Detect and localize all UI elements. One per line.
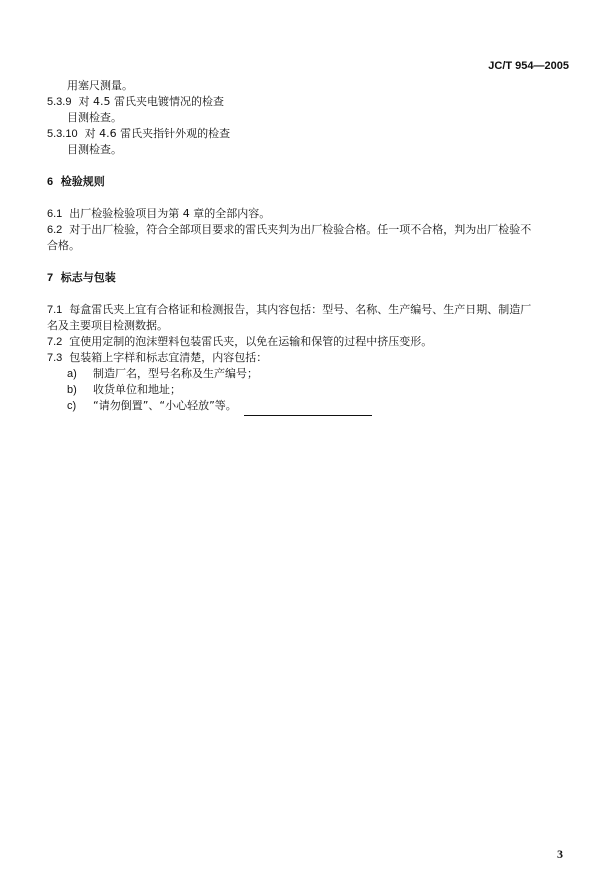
standard-code: JC/T 954—2005 (488, 60, 569, 72)
clause-5-3-9-number: 5.3.9 (47, 96, 72, 108)
list-item (47, 398, 577, 414)
clause-5-3-10-number: 5.3.10 (47, 128, 78, 140)
list-marker-a: a) (67, 368, 77, 380)
spacer (47, 158, 577, 174)
list-item-a-text: 制造厂名，型号名称及生产编号； (93, 367, 258, 380)
clause-5-3-9-title: 对 4.5 雷氏夹电镀情况的检查 (78, 95, 224, 108)
page-number: 3 (557, 847, 563, 861)
clause-5-3-9-body: 目测检查。 (67, 111, 122, 124)
clause-6-2 (47, 222, 577, 238)
section-6-heading (47, 174, 577, 190)
clause-7-2-text: 宜使用定制的泡沫塑料包装雷氏夹，以免在运输和保管的过程中挤压变形。 (69, 335, 433, 348)
spacer (47, 286, 577, 302)
carry-over-line: 用塞尺测量。 (67, 79, 133, 92)
clause-7-1-text-line1: 每盒雷氏夹上宜有合格证和检测报告，其内容包括：型号、名称、生产编号、生产日期、制造厂 (69, 303, 532, 316)
clause-6-2-number: 6.2 (47, 224, 63, 236)
clause-7-3-number: 7.3 (47, 352, 63, 364)
section-7-number: 7 (47, 272, 54, 284)
clause-6-1-text: 出厂检验检验项目为第 4 章的全部内容。 (69, 207, 271, 220)
list-item (47, 366, 577, 382)
clause-7-1 (47, 302, 577, 318)
list-marker-b: b) (67, 384, 77, 396)
clause-5-3-9-heading (47, 94, 577, 110)
section-6-number: 6 (47, 176, 54, 188)
clause-7-1-continuation: 名及主要项目检测数据。 (47, 319, 168, 332)
section-7-heading (47, 270, 577, 286)
section-6-title: 检验规则 (60, 175, 105, 188)
spacer (47, 254, 577, 270)
list-marker-c: c) (67, 400, 77, 412)
end-of-document-rule (244, 415, 372, 416)
clause-5-3-10-body: 目测检查。 (67, 143, 122, 156)
clause-6-1 (47, 206, 577, 222)
clause-7-3 (47, 350, 577, 366)
document-body (47, 78, 577, 414)
clause-7-2 (47, 334, 577, 350)
list-item (47, 382, 577, 398)
clause-6-1-number: 6.1 (47, 208, 63, 220)
spacer (47, 190, 577, 206)
clause-7-3-text: 包装箱上字样和标志宜清楚，内容包括： (69, 351, 268, 364)
section-7-title: 标志与包装 (60, 271, 116, 284)
clause-5-3-10-heading (47, 126, 577, 142)
clause-6-2-continuation: 合格。 (47, 239, 80, 252)
list-item-b-text: 收货单位和地址； (93, 383, 181, 396)
clause-7-1-number: 7.1 (47, 304, 63, 316)
clause-5-3-10-title: 对 4.6 雷氏夹指针外观的检查 (84, 127, 231, 140)
clause-6-2-text-line1: 对于出厂检验，符合全部项目要求的雷氏夹判为出厂检验合格。任一项不合格，判为出厂检验不 (69, 223, 532, 236)
clause-7-2-number: 7.2 (47, 336, 63, 348)
list-item-c-text: “请勿倒置”、“小心轻放”等。 (93, 399, 237, 412)
